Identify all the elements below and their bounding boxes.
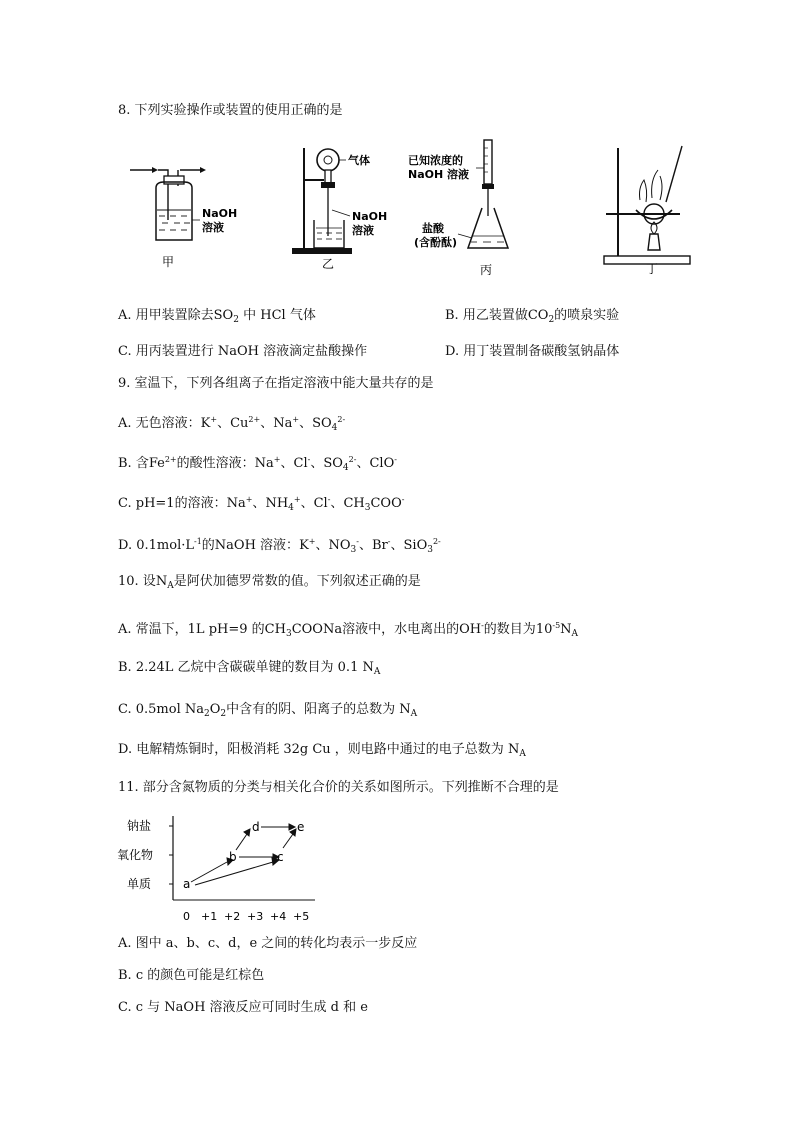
svg-text:气体: 气体 <box>348 154 370 167</box>
q11-option-a: A. 图中 a、b、c、d，e 之间的转化均表示一步反应 <box>118 936 418 951</box>
y-label-sodium-salt: 钠盐 <box>127 819 152 833</box>
q10-option-a: A. 常温下，1L pH=9 的$CH_3COONa$溶液中，水电离出的OH-的数目为$10^{-5}N_A$ <box>118 621 579 639</box>
x-tick-5: +5 <box>293 910 310 923</box>
svg-text:溶液: 溶液 <box>202 221 224 234</box>
q11-option-c: C. c 与 NaOH 溶液反应可同时生成 d 和 e <box>118 1000 368 1015</box>
q9-option-d: D. $0.1mol\cdot L^{-1}$的NaOH 溶液：K+、$NO_3^-$、Br-、SiO$_3^{2-}$ <box>118 537 441 555</box>
x-tick-1: +1 <box>201 910 218 923</box>
q8-stem: 8. 下列实验操作或装置的使用正确的是 <box>118 103 343 118</box>
svg-text:(含酚酞): (含酚酞) <box>414 236 458 249</box>
point-a: a <box>183 877 191 891</box>
point-b: b <box>229 850 237 864</box>
svg-text:NaOH 溶液: NaOH 溶液 <box>408 168 470 181</box>
q8-option-b: B. 用乙装置做$CO_2$的喷泉实验 <box>445 308 620 325</box>
q8-option-c: C. 用丙装置进行 NaOH 溶液滴定盐酸操作 <box>118 344 368 359</box>
point-d: d <box>252 820 260 834</box>
apparatus-yi-figure <box>290 140 410 270</box>
svg-text:盐酸: 盐酸 <box>422 222 444 235</box>
svg-text:甲: 甲 <box>162 255 175 269</box>
y-label-oxide: 氧化物 <box>117 848 154 862</box>
q11-option-b: B. c 的颜色可能是红棕色 <box>118 968 265 983</box>
y-label-element: 单质 <box>127 877 152 891</box>
svg-text:NaOH: NaOH <box>352 210 388 223</box>
q10-stem: 10. 设$N_A$是阿伏加德罗常数的值。下列叙述正确的是 <box>118 574 421 591</box>
q8-option-a: A. 用甲装置除去$SO_2$ 中 HCl 气体 <box>118 308 316 325</box>
q11-stem: 11. 部分含氮物质的分类与相关化合价的关系如图所示。下列推断不合理的是 <box>118 780 559 795</box>
q10-option-c: C. 0.5mol $Na_2O_2$中含有的阴、阳离子的总数为 $N_A$ <box>118 702 418 719</box>
svg-text:丁: 丁 <box>646 262 659 275</box>
apparatus-jia-figure <box>120 160 260 270</box>
q10-option-b: B. 2.24L 乙烷中含碳碳单键的数目为 0.1 $N_A$ <box>118 660 381 677</box>
q9-option-a: A. 无色溶液：K+、$Cu^{2+}$、Na+、$SO_4^{2-}$ <box>118 415 346 433</box>
x-tick-0: 0 <box>183 910 190 923</box>
apparatus-bing-figure <box>400 138 550 278</box>
svg-text:已知浓度的: 已知浓度的 <box>408 154 463 167</box>
q9-option-b: B. 含$Fe^{2+}$的酸性溶液：Na+、Cl-、$SO_4^{2-}$、ClO- <box>118 455 397 473</box>
q9-option-c: C. pH=1的溶液：Na+、$NH_4^+$、Cl-、$CH_3COO^-$ <box>118 495 405 513</box>
x-tick-2: +2 <box>224 910 241 923</box>
svg-text:溶液: 溶液 <box>352 224 374 237</box>
x-tick-4: +4 <box>270 910 287 923</box>
svg-text:乙: 乙 <box>322 257 335 270</box>
svg-text:NaOH: NaOH <box>202 207 238 220</box>
point-c: c <box>277 850 284 864</box>
svg-text:丙: 丙 <box>480 263 493 277</box>
q10-option-d: D. 电解精炼铜时，阳极消耗 32g Cu ，则电路中通过的电子总数为 $N_A$ <box>118 742 526 759</box>
q9-stem: 9. 室温下，下列各组离子在指定溶液中能大量共存的是 <box>118 376 434 391</box>
nitrogen-valence-chart <box>115 810 335 930</box>
apparatus-ding-figure <box>600 140 700 275</box>
x-tick-3: +3 <box>247 910 264 923</box>
point-e: e <box>297 820 305 834</box>
q8-option-d: D. 用丁装置制备碳酸氢钠晶体 <box>445 344 620 359</box>
